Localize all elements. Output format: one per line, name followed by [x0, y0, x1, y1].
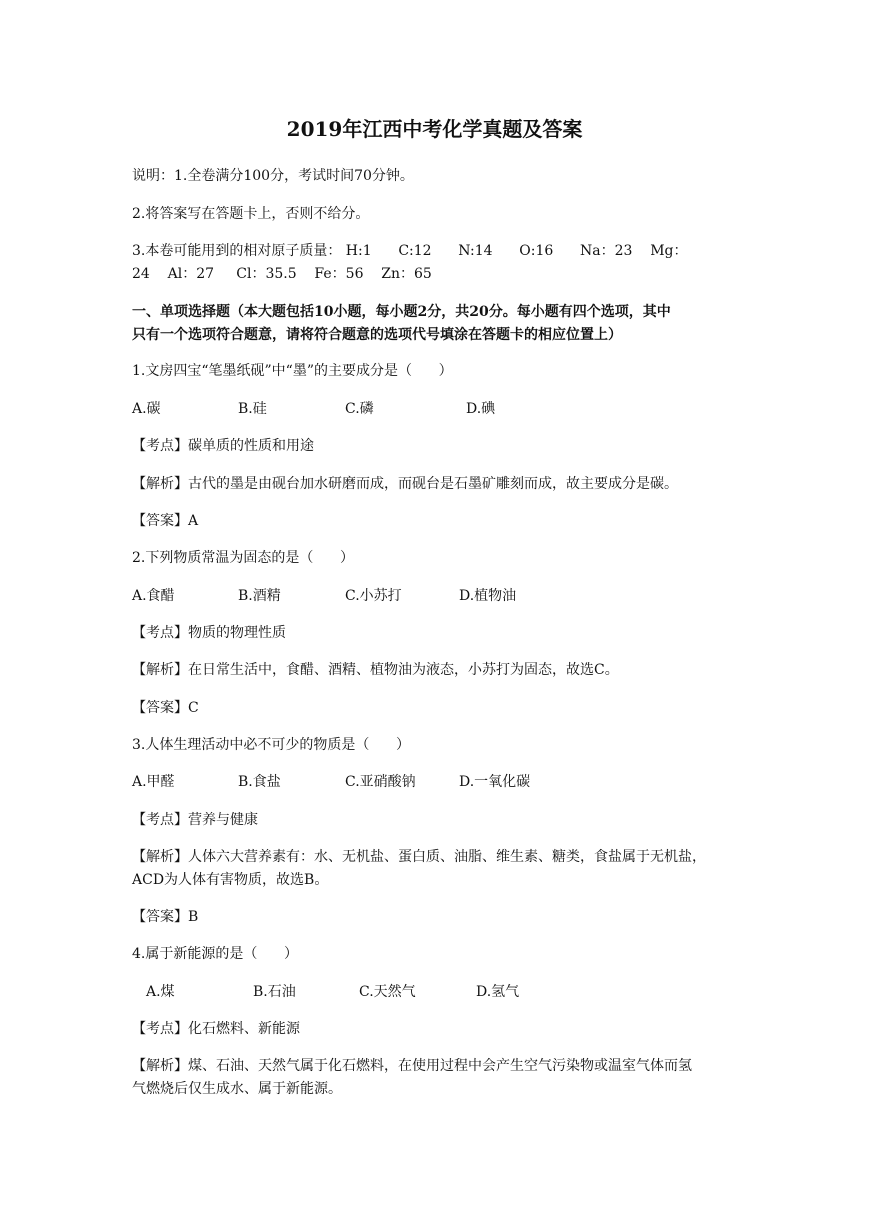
question-2-option-c: C.小苏打 — [345, 588, 402, 604]
question-1-kaodian: 【考点】碳单质的性质和用途 — [132, 438, 314, 454]
page-title: 2019年江西中考化学真题及答案 — [286, 117, 583, 141]
note-1: 说明：1.全卷满分100分，考试时间70分钟。 — [132, 168, 414, 184]
note-2: 2.将答案写在答题卡上，否则不给分。 — [132, 206, 370, 222]
question-3-option-b: B.食盐 — [238, 774, 281, 790]
question-1-jiexi: 【解析】古代的墨是由砚台加水研磨而成，而砚台是石墨矿雕刻而成，故主要成分是碳。 — [132, 476, 678, 492]
question-3-option-a: A.甲醛 — [132, 774, 175, 790]
question-1-option-b: B.硅 — [238, 401, 267, 417]
question-1-option-d: D.碘 — [466, 401, 496, 417]
question-3-jiexi-line-1: 【解析】人体六大营养素有：水、无机盐、蛋白质、油脂、维生素、糖类，食盐属于无机盐， — [132, 849, 706, 865]
question-3-answer: 【答案】B — [132, 909, 199, 925]
question-2-option-d: D.植物油 — [459, 588, 517, 604]
question-4-option-c: C.天然气 — [359, 984, 416, 1000]
question-2-jiexi: 【解析】在日常生活中，食醋、酒精、植物油为液态，小苏打为固态，故选C。 — [132, 662, 619, 678]
question-3-option-d: D.一氧化碳 — [459, 774, 531, 790]
question-4-option-d: D.氢气 — [476, 984, 520, 1000]
question-2-option-b: B.酒精 — [238, 588, 281, 604]
question-2-option-a: A.食醋 — [132, 588, 175, 604]
question-2-stem: 2.下列物质常温为固态的是（ ） — [132, 550, 355, 566]
question-4-kaodian: 【考点】化石燃料、新能源 — [132, 1021, 300, 1037]
question-1-answer: 【答案】A — [132, 513, 199, 529]
question-3-jiexi-line-2: ACD为人体有害物质，故选B。 — [132, 872, 329, 888]
note-3: 3.本卷可能用到的相对原子质量： H:1 C:12 N:14 O:16 Na：23 Mg： — [132, 243, 688, 259]
question-2-kaodian: 【考点】物质的物理性质 — [132, 625, 286, 641]
question-4-jiexi-line-2: 气燃烧后仅生成水、属于新能源。 — [132, 1081, 342, 1097]
note-3-cont: 24 Al：27 Cl：35.5 Fe：56 Zn：65 — [132, 266, 432, 282]
question-2-answer: 【答案】C — [132, 700, 199, 716]
question-1-option-a: A.碳 — [132, 401, 161, 417]
question-3-stem: 3.人体生理活动中必不可少的物质是（ ） — [132, 737, 411, 753]
question-4-jiexi-line-1: 【解析】煤、石油、天然气属于化石燃料，在使用过程中会产生空气污染物或温室气体而氢 — [132, 1058, 692, 1074]
question-4-option-b: B.石油 — [253, 984, 296, 1000]
question-1-option-c: C.磷 — [345, 401, 374, 417]
question-3-kaodian: 【考点】营养与健康 — [132, 812, 258, 828]
question-4-option-a: A.煤 — [146, 984, 175, 1000]
question-1-stem: 1.文房四宝“笔墨纸砚”中“墨”的主要成分是（ ） — [132, 363, 453, 379]
section-heading-line-2: 只有一个选项符合题意，请将符合题意的选项代号填涂在答题卡的相应位置上） — [132, 327, 622, 343]
section-heading-line-1: 一、单项选择题（本大题包括10小题，每小题2分，共20分。每小题有四个选项，其中 — [132, 304, 671, 320]
question-4-stem: 4.属于新能源的是（ ） — [132, 946, 299, 962]
question-3-option-c: C.亚硝酸钠 — [345, 774, 416, 790]
